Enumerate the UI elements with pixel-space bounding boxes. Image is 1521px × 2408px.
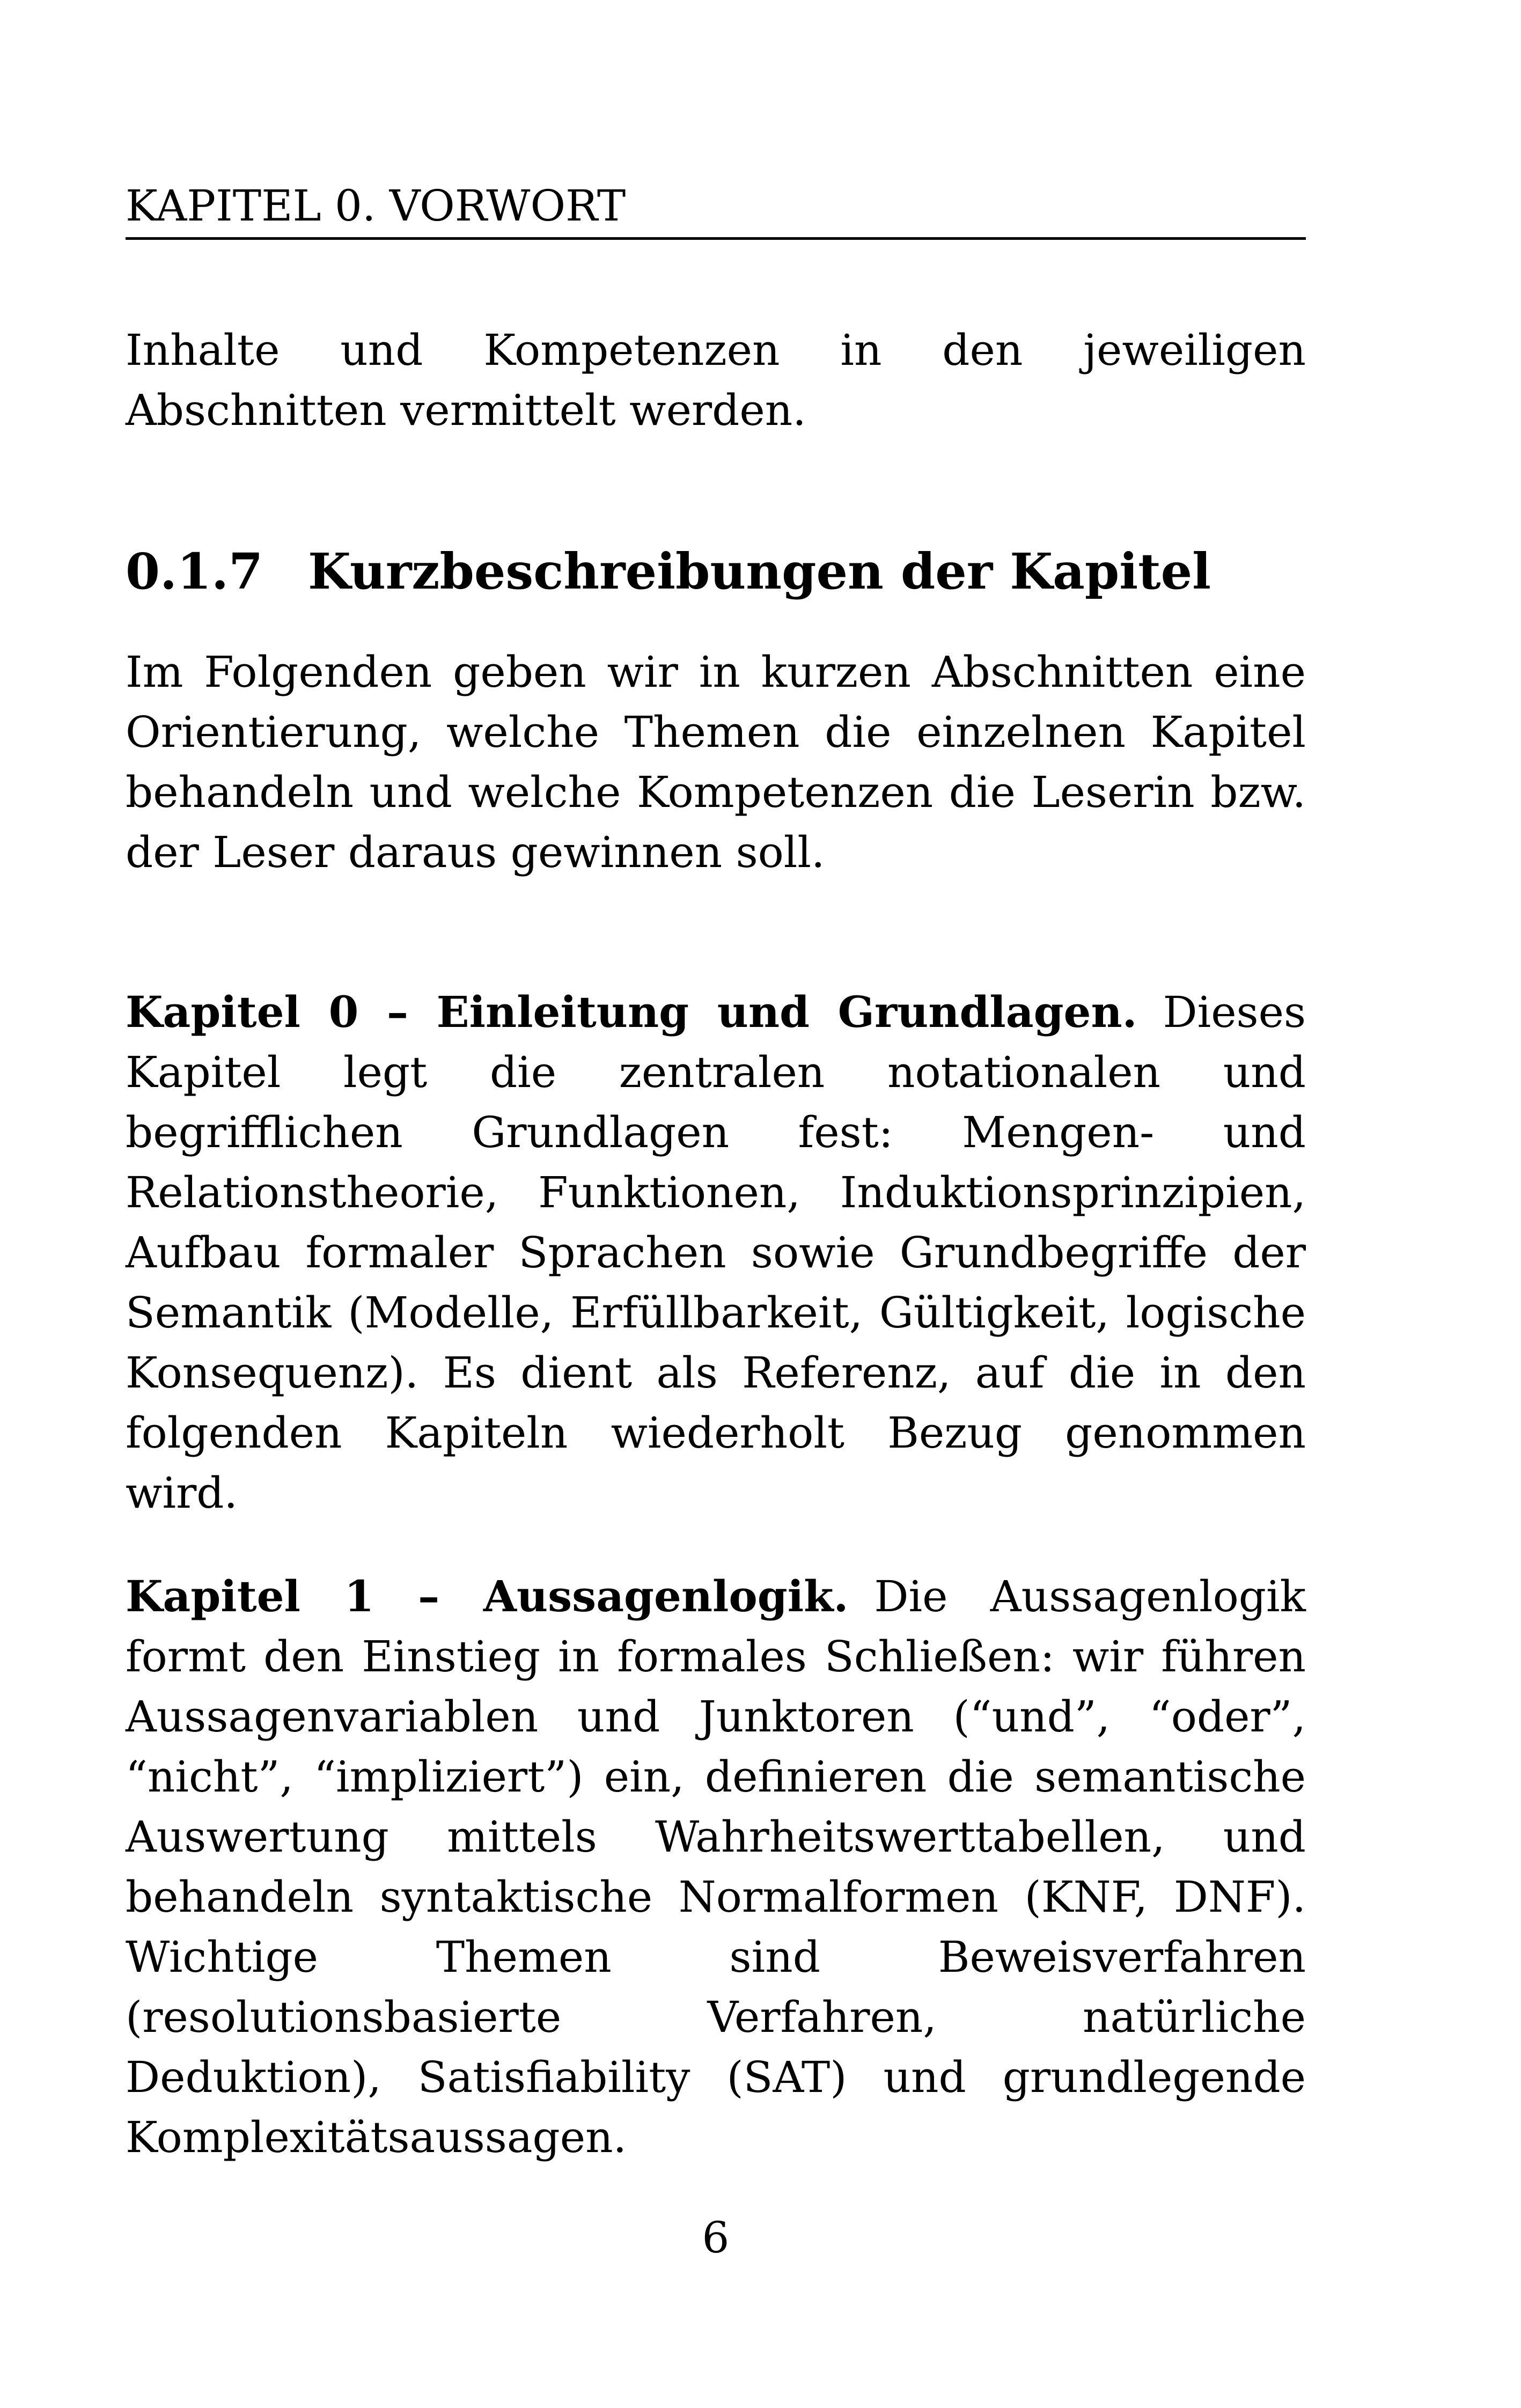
intro-paragraph: Inhalte und Kompetenzen in den jeweiligen Abschnitten vermittelt werden. bbox=[126, 325, 1306, 435]
chapter-1-text: Die Aussagenlogik formt den Einstieg in formales Schließen: wir führen Aussagenvariablen und Junktoren (“und”, “oder”, “nicht”, “impliziert”) ein, definieren die semantische Auswertung mittels Wahrheitswerttabellen, und behandeln syntaktische Normalformen (KNF, DNF). Wichtige Themen sind Beweisverfahren (resolutionsbasierte Verfahren, natürliche Deduktion), Satisfiability (SAT) und grundlegende Komplexitätsaussagen. bbox=[126, 1572, 1306, 2162]
section-number: 0.1.7 bbox=[126, 542, 263, 600]
chapter-0-text: Dieses Kapitel legt die zentralen notationalen und begrifflichen Grundlagen fest: Mengen- und Relationstheorie, Funktionen, Induktionsprinzipien, Aufbau formaler Sprachen sowie Grundbegriffe der Semantik (Modelle, Erfüllbarkeit, Gültigkeit, logische Konsequenz). Es dient als Referenz, auf die in den folgenden Kapiteln wiederholt Bezug genommen wird. bbox=[126, 987, 1306, 1518]
section-title: Kurzbeschreibungen der Kapitel bbox=[308, 542, 1211, 600]
running-header bbox=[126, 172, 1306, 240]
chapter-0-heading: Kapitel 0 – Einleitung und Grundlagen. bbox=[126, 987, 1137, 1037]
chapter-1-paragraph bbox=[126, 1566, 1306, 2168]
chapter-0-paragraph bbox=[126, 982, 1306, 1523]
section-intro-paragraph: Im Folgenden geben wir in kurzen Abschnitten eine Orientierung, welche Themen die einzelnen Kapitel behandeln und welche Kompetenzen die Leserin bzw. der Leser daraus gewinnen soll. bbox=[126, 647, 1306, 877]
section-heading bbox=[126, 539, 1306, 604]
running-header-title: KAPITEL 0. VORWORT bbox=[126, 181, 626, 231]
document-page bbox=[126, 0, 1306, 2408]
page-number: 6 bbox=[702, 2213, 730, 2263]
chapter-1-heading: Kapitel 1 – Aussagenlogik. bbox=[126, 1571, 849, 1621]
